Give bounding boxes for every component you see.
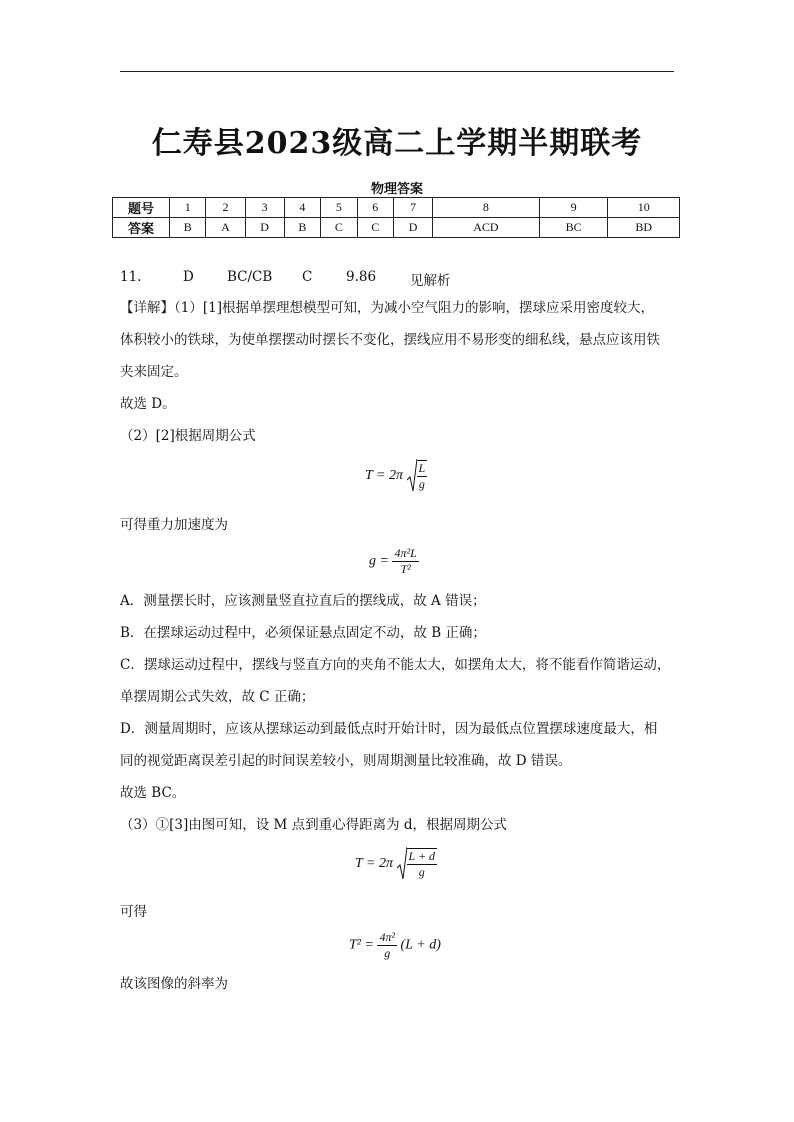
table-cell: D (245, 218, 284, 238)
paragraph: 【详解】（1）[1]根据单摆理想模型可知，为减小空气阻力的影响，摆球应采用密度较大， (120, 300, 654, 316)
numerator: L + d (408, 849, 436, 863)
formula-text: T² = (349, 937, 374, 953)
sqrt-icon (397, 846, 407, 882)
paragraph: 故选 BC。 (120, 785, 186, 801)
table-row-numbers (113, 198, 680, 218)
option-a: A．测量摆长时，应该测量竖直拉直后的摆线成，故 A 错误； (120, 593, 486, 609)
paragraph: （2）[2]根据周期公式 (120, 428, 256, 444)
answer-item: 9.86 (346, 269, 377, 285)
denominator: g (384, 946, 391, 960)
page-subtitle: 物理答案 (370, 182, 423, 197)
formula-gravity (369, 546, 419, 577)
table-cell: C (357, 218, 393, 238)
paragraph: 可得 (120, 904, 147, 920)
numerator: 4π²L (394, 546, 417, 560)
table-cell: D (394, 218, 433, 238)
table-cell: 3 (245, 198, 284, 218)
table-cell: 1 (170, 198, 206, 218)
table-cell: 9 (539, 198, 608, 218)
option-b: B．在摆球运动过程中，必须保证悬点固定不动，故 B 正确； (120, 625, 486, 641)
numerator: L (418, 461, 426, 475)
answer-item: 见解析 (410, 273, 451, 289)
sqrt-icon (407, 458, 417, 494)
answer-item: D (183, 269, 194, 285)
formula-text: T = 2π (365, 468, 403, 484)
fraction (377, 930, 397, 961)
fraction (417, 460, 428, 492)
paragraph: 体积较小的铁球，为使单摆摆动时摆长不变化，摆线应用不易形变的细私线，悬点应该用铁 (120, 332, 660, 348)
table-cell: B (170, 218, 206, 238)
formula-period-d (355, 846, 437, 882)
formula-text: T = 2π (355, 856, 393, 872)
table-cell: BC (539, 218, 608, 238)
table-cell: 10 (608, 198, 680, 218)
table-cell: ACD (433, 218, 540, 238)
formula-period (365, 458, 427, 494)
denominator: T² (400, 562, 411, 576)
table-row-answers (113, 218, 680, 238)
table-header-cell: 答案 (113, 218, 170, 238)
formula-text: g = (369, 553, 389, 569)
formula-t-squared (349, 930, 441, 961)
option-c-cont: 单摆周期公式失效，故 C 正确； (120, 689, 315, 705)
table-cell: 6 (357, 198, 393, 218)
numerator: 4π² (379, 930, 396, 944)
paragraph: 夹来固定。 (120, 364, 188, 380)
table-cell: 2 (206, 198, 245, 218)
table-cell: B (284, 218, 320, 238)
answer-item: BC/CB (227, 269, 273, 285)
answer-item: C (302, 269, 313, 285)
denominator: g (418, 477, 425, 491)
table-cell: 4 (284, 198, 320, 218)
option-c: C．摆球运动过程中，摆线与竖直方向的夹角不能太大，如摆角太大，将不能看作简谐运动， (120, 657, 671, 673)
fraction (392, 546, 418, 577)
option-d-cont: 同的视觉距离误差引起的时间误差较小，则周期测量比较准确，故 D 错误。 (120, 753, 572, 769)
option-d: D．测量周期时，应该从摆球运动到最低点时开始计时，因为最低点位置摆球速度最大，相 (120, 721, 658, 737)
denominator: g (418, 865, 425, 879)
table-cell: C (321, 218, 357, 238)
table-cell: 7 (394, 198, 433, 218)
answer-table (112, 197, 680, 238)
paragraph: 故该图像的斜率为 (120, 976, 228, 992)
page-title: 仁寿县2023级高二上学期半期联考 (151, 126, 643, 161)
question-number: 11. (120, 269, 142, 285)
header-rule (120, 71, 674, 72)
table-cell: A (206, 218, 245, 238)
table-cell: BD (608, 218, 680, 238)
table-cell: 8 (433, 198, 540, 218)
table-cell: 5 (321, 198, 357, 218)
fraction (407, 848, 438, 880)
table-header-cell: 题号 (113, 198, 170, 218)
paragraph: 故选 D。 (120, 396, 176, 412)
formula-text: (L + d) (400, 937, 441, 953)
paragraph: （3）①[3]由图可知，设 M 点到重心得距离为 d，根据周期公式 (120, 817, 508, 833)
paragraph: 可得重力加速度为 (120, 517, 228, 533)
